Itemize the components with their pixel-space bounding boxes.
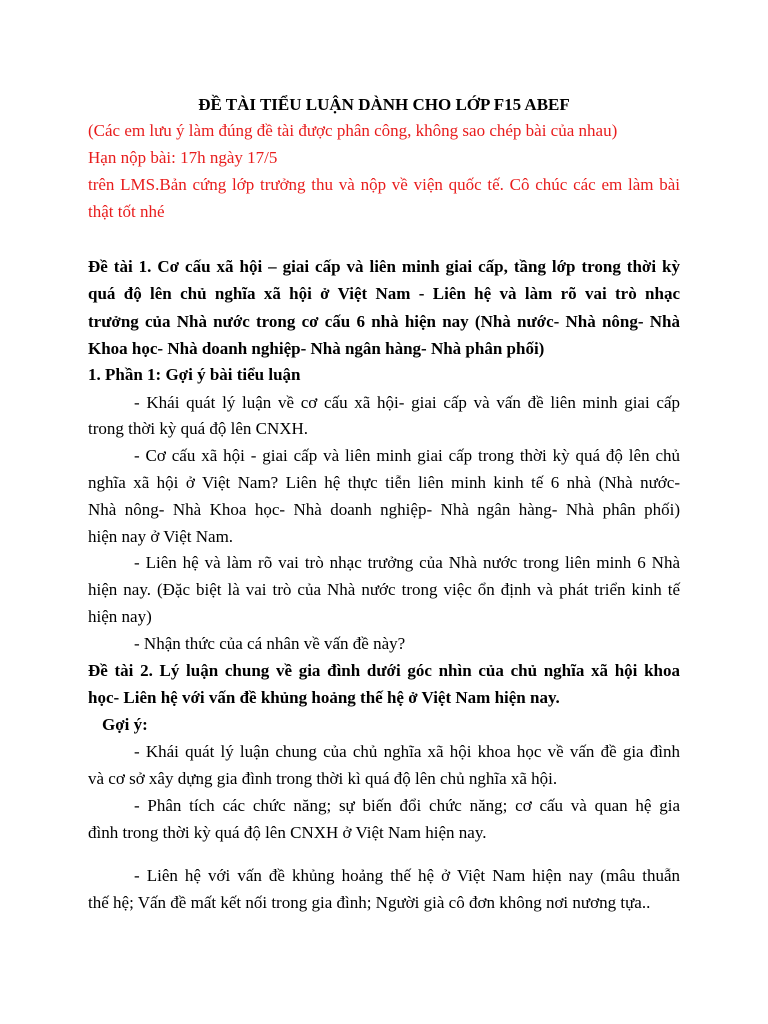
note-deadline: Hạn nộp bài: 17h ngày 17/5 <box>88 148 278 167</box>
topic2-point2-line2: đình trong thời kỳ quá độ lên CNXH ở Việt Nam hiện nay. <box>88 823 487 842</box>
topic1-heading-2: quá độ lên chủ nghĩa xã hội ở Việt Nam - Liên hệ và làm rõ vai trò nhạc <box>88 284 680 303</box>
topic1-heading-4: Khoa học- Nhà doanh nghiệp- Nhà ngân hàng- Nhà phân phối) <box>88 339 545 358</box>
topic1-point2-line3: Nhà nông- Nhà Khoa học- Nhà doanh nghiệp- Nhà ngân hàng- Nhà phân phối) <box>88 500 680 519</box>
topic2-point3-line2: thế hệ; Vấn đề mất kết nối trong gia đình; Người già cô đơn không nơi nương tựa.. <box>88 893 651 912</box>
topic1-point1-line2: trong thời kỳ quá độ lên CNXH. <box>88 419 309 438</box>
topic2-point3-line1: - Liên hệ với vấn đề khủng hoảng thế hệ ở Việt Nam hiện nay (mâu thuẫn <box>134 866 680 885</box>
topic1-point3-line3: hiện nay) <box>88 607 152 626</box>
topic1-point2-line2: nghĩa xã hội ở Việt Nam? Liên hệ thực tiễn liên minh kinh tế 6 nhà (Nhà nước- <box>88 473 680 492</box>
note-line-4: thật tốt nhé <box>88 202 165 221</box>
topic1-heading-3: trưởng của Nhà nước trong cơ cấu 6 nhà hiện nay (Nhà nước- Nhà nông- Nhà <box>88 312 680 331</box>
topic1-heading-1: Đề tài 1. Cơ cấu xã hội – giai cấp và liên minh giai cấp, tầng lớp trong thời kỳ <box>88 257 680 276</box>
topic2-heading-1: Đề tài 2. Lý luận chung về gia đình dưới góc nhìn của chủ nghĩa xã hội khoa <box>88 661 680 680</box>
topic1-part1-label: 1. Phần 1: Gợi ý bài tiểu luận <box>88 365 301 384</box>
document-title: ĐỀ TÀI TIỂU LUẬN DÀNH CHO LỚP F15 ABEF <box>198 95 570 114</box>
topic1-point4-line1: - Nhận thức của cá nhân về vấn đề này? <box>134 634 406 653</box>
topic1-point2-line4: hiện nay ở Việt Nam. <box>88 527 234 546</box>
topic2-point2-line1: - Phân tích các chức năng; sự biến đổi chức năng; cơ cấu và quan hệ gia <box>134 796 680 815</box>
topic1-point2-line1: - Cơ cấu xã hội - giai cấp và liên minh giai cấp trong thời kỳ quá độ lên chủ <box>134 446 680 465</box>
topic1-point3-line1: - Liên hệ và làm rõ vai trò nhạc trưởng của Nhà nước trong liên minh 6 Nhà <box>134 553 680 572</box>
topic2-point1-line1: - Khái quát lý luận chung của chủ nghĩa xã hội khoa học về vấn đề gia đình <box>134 742 680 761</box>
topic1-point3-line2: hiện nay. (Đặc biệt là vai trò của Nhà nước trong việc ổn định và phát triển kinh tế <box>88 580 680 599</box>
note-line-3: trên LMS.Bản cứng lớp trưởng thu và nộp về viện quốc tế. Cô chúc các em làm bài <box>88 175 680 194</box>
note-line-1: (Các em lưu ý làm đúng đề tài được phân công, không sao chép bài của nhau) <box>88 121 618 140</box>
topic1-point1-line1: - Khái quát lý luận về cơ cấu xã hội- giai cấp và vấn đề liên minh giai cấp <box>134 393 680 412</box>
topic2-hint-label: Gợi ý: <box>102 715 148 734</box>
topic2-heading-2: học- Liên hệ với vấn đề khủng hoảng thế hệ ở Việt Nam hiện nay. <box>88 688 560 707</box>
topic2-point1-line2: và cơ sở xây dựng gia đình trong thời kì quá độ lên chủ nghĩa xã hội. <box>88 769 558 788</box>
